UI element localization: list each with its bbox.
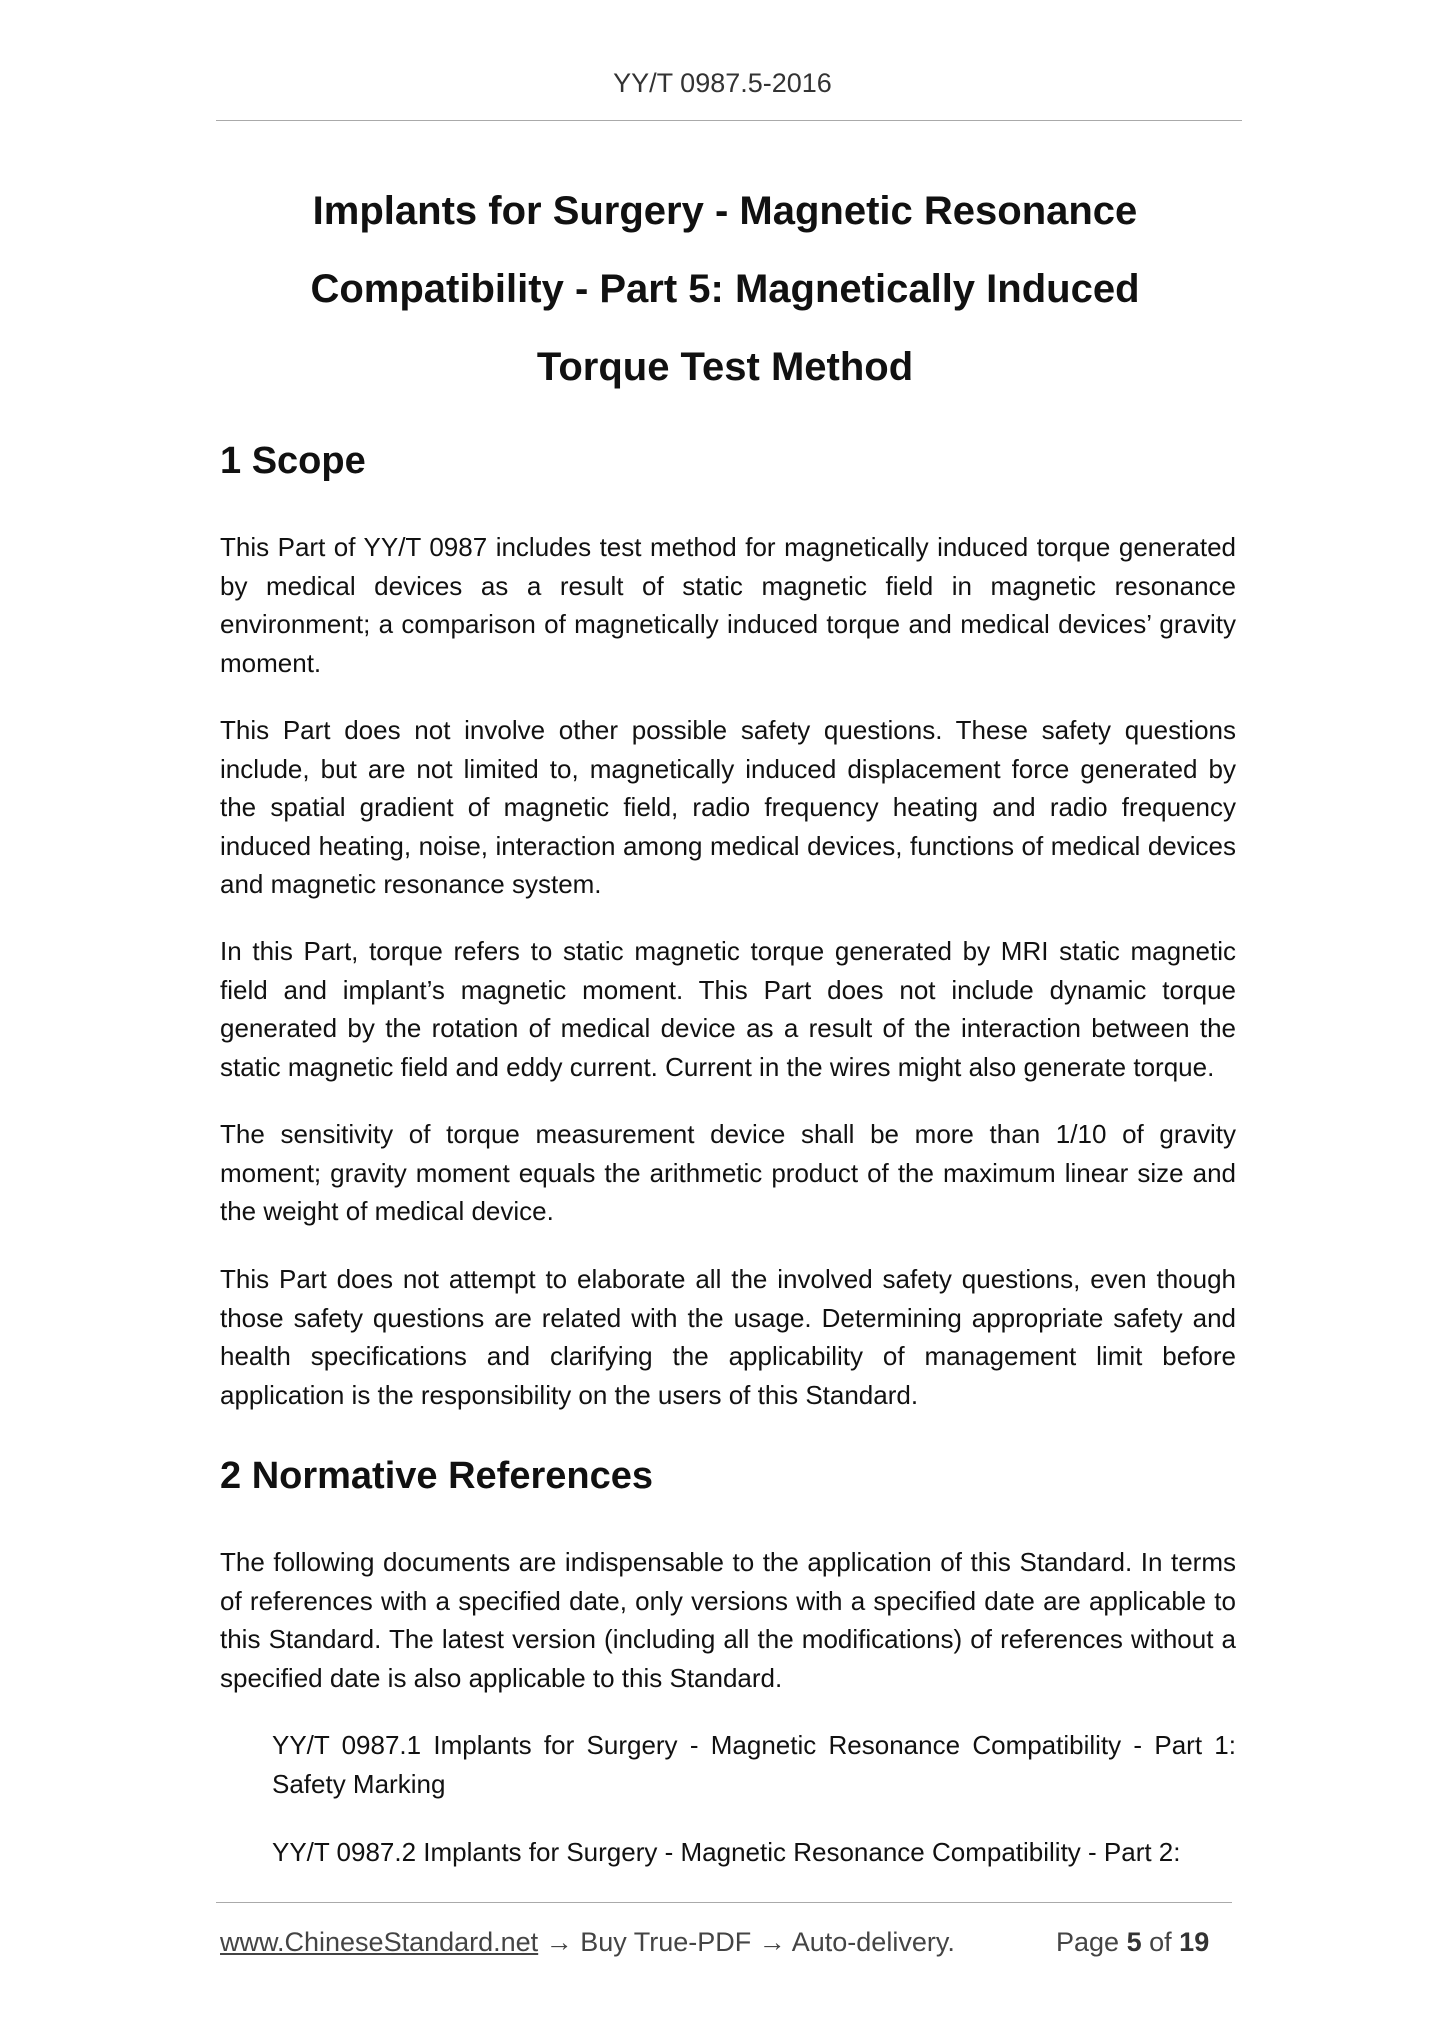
promo-text: → Buy True-PDF → Auto-delivery. xyxy=(545,1927,955,1957)
scope-paragraph-3: In this Part, torque refers to static magnetic torque generated by MRI static magnetic field and implant’s magnetic moment. This Part does not include dynamic torque generated by the rotation of medical device as a result of the interaction between the static magnetic field and eddy current. Current in the wires might also generate torque. xyxy=(220,936,1236,1082)
page-total: 19 xyxy=(1179,1927,1210,1957)
website-link[interactable]: www.ChineseStandard.net xyxy=(220,1927,539,1957)
title-line-1: Implants for Surgery - Magnetic Resonance xyxy=(312,189,1138,233)
title-line-3: Torque Test Method xyxy=(536,345,914,389)
page-label: Page xyxy=(1056,1927,1120,1957)
footer-promo xyxy=(220,1927,955,1958)
footer-divider xyxy=(216,1902,1232,1903)
document-title xyxy=(216,172,1234,406)
title-line-2: Compatibility - Part 5: Magnetically Induced xyxy=(310,267,1140,311)
section-2-heading: 2 Normative References xyxy=(220,1455,653,1497)
header-doc-id: YY/T 0987.5-2016 xyxy=(613,68,832,98)
scope-paragraph-1: This Part of YY/T 0987 includes test method for magnetically induced torque generated by medical devices as a result of static magnetic field in magnetic resonance environment; a comparison of magnetically induced torque and medical devices’ gravity moment. xyxy=(220,532,1236,678)
page-of-label: of xyxy=(1149,1927,1172,1957)
scope-paragraph-2: This Part does not involve other possible safety questions. These safety questions include, but are not limited to, magnetically induced displacement force generated by the spatial gradient of magnetic field, radio frequency heating and radio frequency induced heating, noise, interaction among medical devices, functions of medical devices and magnetic resonance system. xyxy=(220,715,1236,899)
header-divider xyxy=(216,120,1242,121)
reference-item: YY/T 0987.1 Implants for Surgery - Magnetic Resonance Compatibility - Part 1: Safety Marking xyxy=(272,1730,1236,1799)
section-1-heading: 1 Scope xyxy=(220,440,366,482)
references-intro: The following documents are indispensable to the application of this Standard. In terms of references with a specified date, only versions with a specified date are applicable to this Standard. The latest version (including all the modifications) of references without a specified date is also applicable to this Standard. xyxy=(220,1547,1236,1693)
reference-item: YY/T 0987.2 Implants for Surgery - Magnetic Resonance Compatibility - Part 2: xyxy=(272,1837,1181,1867)
page-current: 5 xyxy=(1126,1927,1142,1957)
page-indicator xyxy=(1056,1927,1209,1958)
scope-paragraph-4: The sensitivity of torque measurement device shall be more than 1/10 of gravity moment; gravity moment equals the arithmetic product of the maximum linear size and the weight of medical device. xyxy=(220,1119,1236,1226)
scope-paragraph-5: This Part does not attempt to elaborate all the involved safety questions, even though those safety questions are related with the usage. Determining appropriate safety and health specifications and clarifying the applicability of management limit before application is the responsibility on the users of this Standard. xyxy=(220,1264,1236,1410)
